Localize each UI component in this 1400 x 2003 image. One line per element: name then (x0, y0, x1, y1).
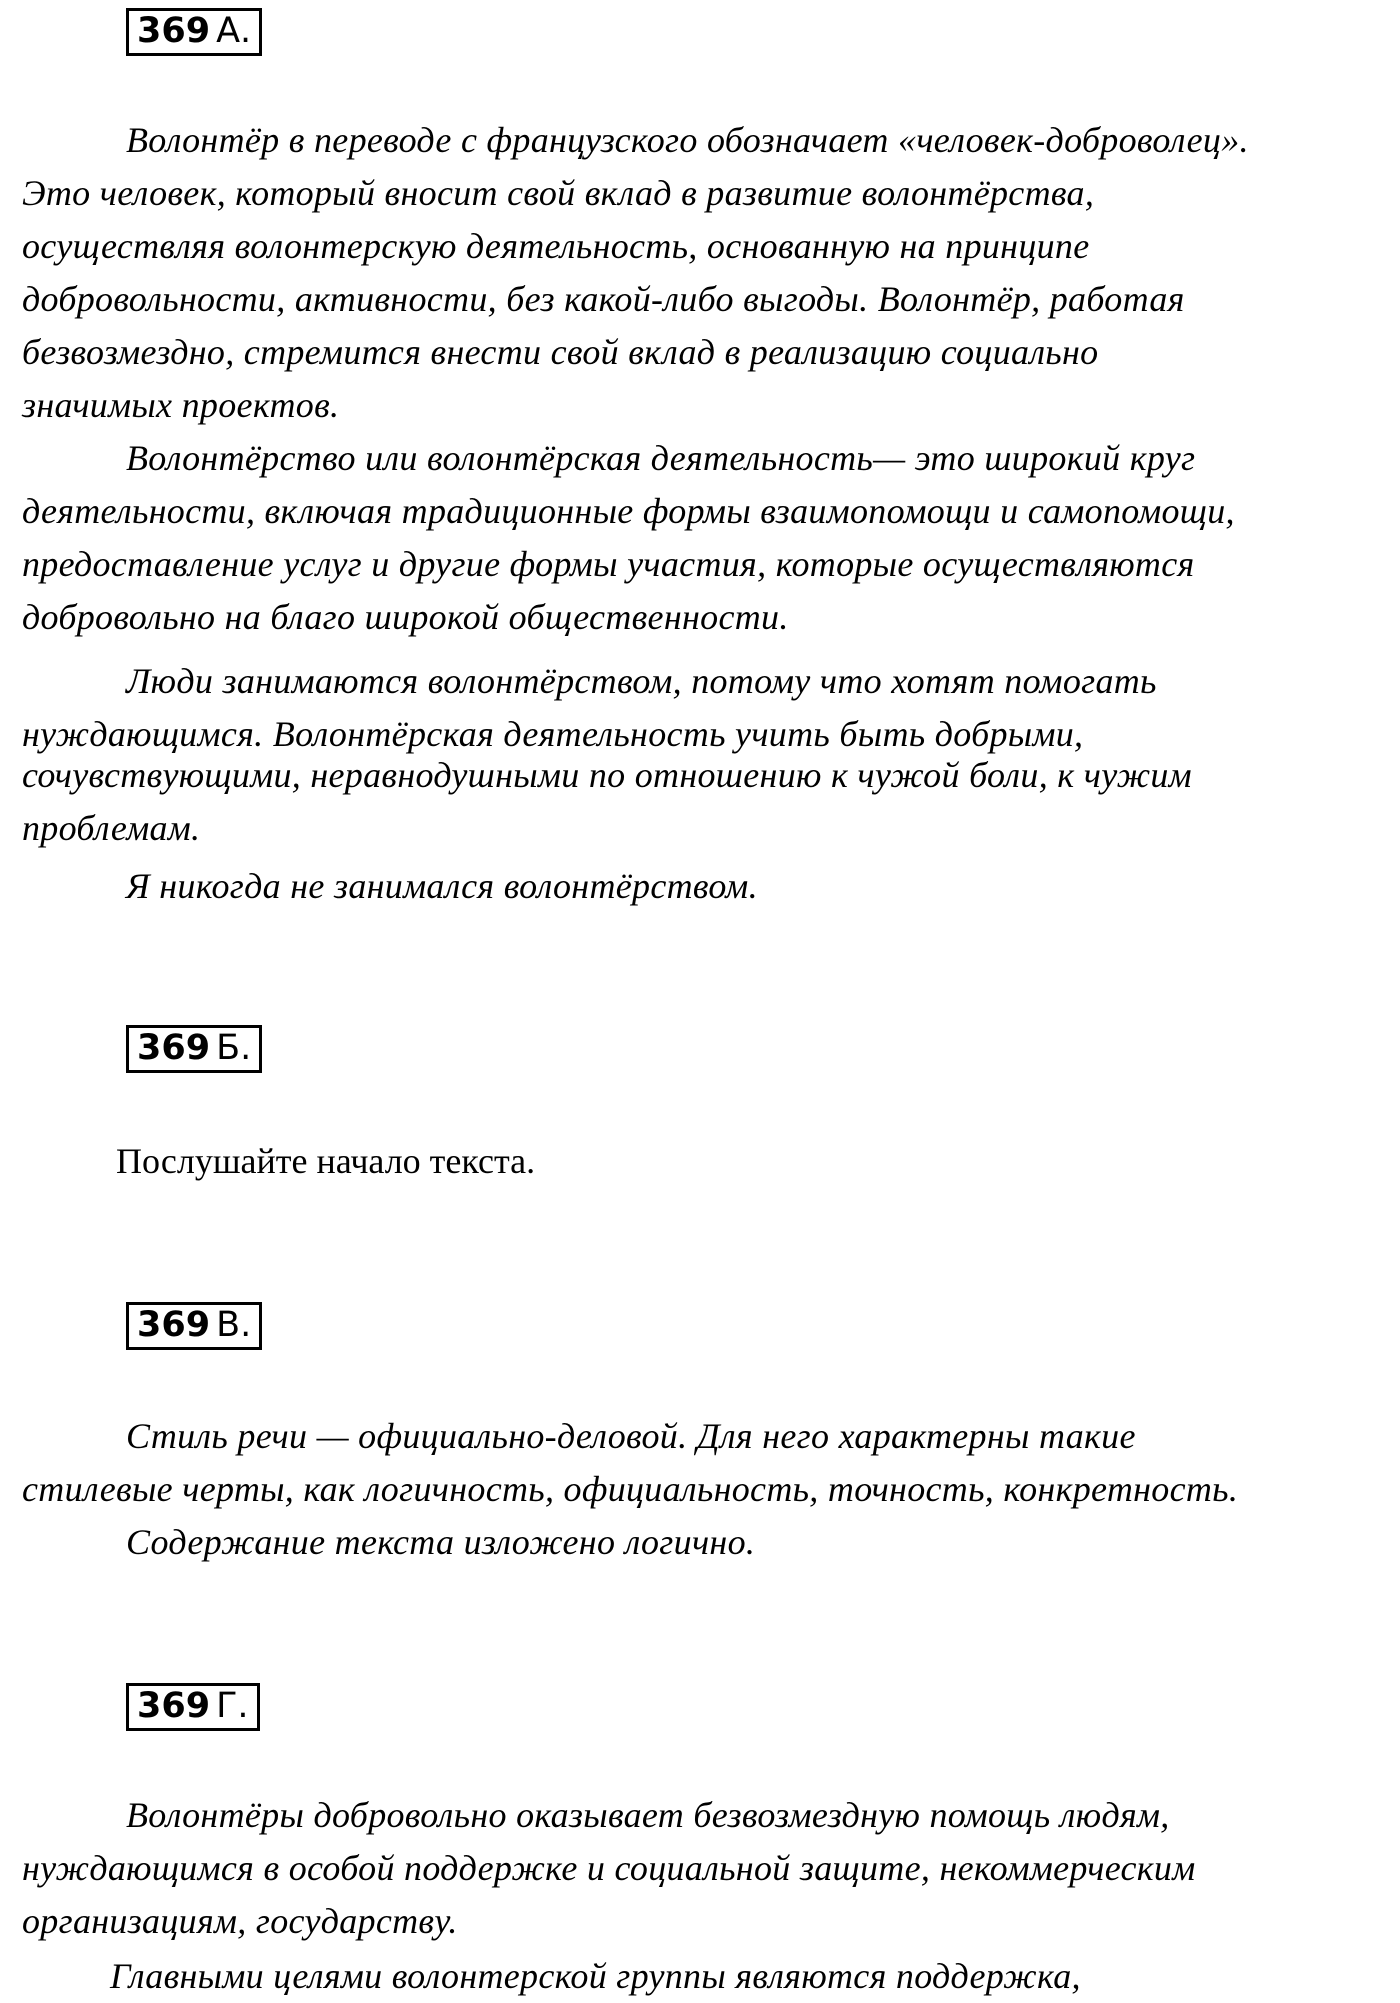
text-line: Люди занимаются волонтёрством, потому что хотят помогать (126, 661, 1157, 701)
text-line: осуществляя волонтерскую деятельность, основанную на принципе (22, 226, 1090, 266)
text-line: добровольно на благо широкой общественности. (22, 597, 789, 637)
exercise-letter: В. (216, 1305, 252, 1345)
exercise-number: 369 (137, 1686, 211, 1726)
exercise-number-box-g (126, 1683, 260, 1731)
text-line: организациям, государству. (22, 1901, 458, 1941)
exercise-number: 369 (137, 1028, 211, 1068)
text-line: Стиль речи — официально-деловой. Для него характерны такие (126, 1416, 1136, 1456)
text-line: предоставление услуг и другие формы участия, которые осуществляются (22, 544, 1195, 584)
answer-g-paragraph-2 (22, 1950, 1392, 2003)
text-line: Главными целями волонтерской группы являются поддержка, (110, 1956, 1081, 1996)
text-line: Волонтёр в переводе с французского обозначает «человек-доброволец». (126, 120, 1249, 160)
exercise-letter: Г. (216, 1686, 249, 1726)
text-line: Я никогда не занимался волонтёрством. (126, 866, 758, 906)
answer-b-text: Послушайте начало текста. (116, 1141, 536, 1181)
text-line: добровольности, активности, без какой-либо выгоды. Волонтёр, работая (22, 279, 1185, 319)
exercise-number-box-a (126, 8, 262, 56)
text-line: стилевые черты, как логичность, официальность, точность, конкретность. (22, 1469, 1239, 1509)
answer-a-paragraph-1 (22, 114, 1392, 432)
exercise-letter: А. (216, 11, 252, 51)
exercise-number: 369 (137, 11, 211, 51)
text-line: нуждающимся. Волонтёрская деятельность учить быть добрыми, (22, 714, 1084, 754)
answer-a-paragraph-2 (22, 432, 1392, 644)
text-line: деятельности, включая традиционные формы взаимопомощи и самопомощи, (22, 491, 1235, 531)
text-line: Это человек, который вносит свой вклад в развитие волонтёрства, (22, 173, 1095, 213)
text-line: значимых проектов. (22, 385, 340, 425)
answer-a-paragraph-4 (22, 860, 1392, 913)
text-line: нуждающимся в особой поддержке и социальной защите, некоммерческим (22, 1848, 1196, 1888)
exercise-letter: Б. (216, 1028, 252, 1068)
exercise-number-box-v (126, 1302, 262, 1350)
text-line: проблемам. (22, 808, 201, 848)
text-line: Волонтёры добровольно оказывает безвозмездную помощь людям, (126, 1795, 1170, 1835)
answer-a-paragraph-3 (22, 655, 1392, 855)
answer-v-paragraph-1 (22, 1410, 1392, 1516)
exercise-number: 369 (137, 1305, 211, 1345)
text-line: безвозмездно, стремится внести свой вклад в реализацию социально (22, 332, 1099, 372)
text-line: Содержание текста изложено логично. (126, 1522, 756, 1562)
answer-g-paragraph-1 (22, 1789, 1392, 1948)
answer-v-paragraph-2 (22, 1516, 1392, 1569)
exercise-number-box-b (126, 1025, 262, 1073)
text-line: Волонтёрство или волонтёрская деятельность— это широкий круг (126, 438, 1196, 478)
text-line: сочувствующими, неравнодушными по отношению к чужой боли, к чужим (22, 755, 1192, 795)
